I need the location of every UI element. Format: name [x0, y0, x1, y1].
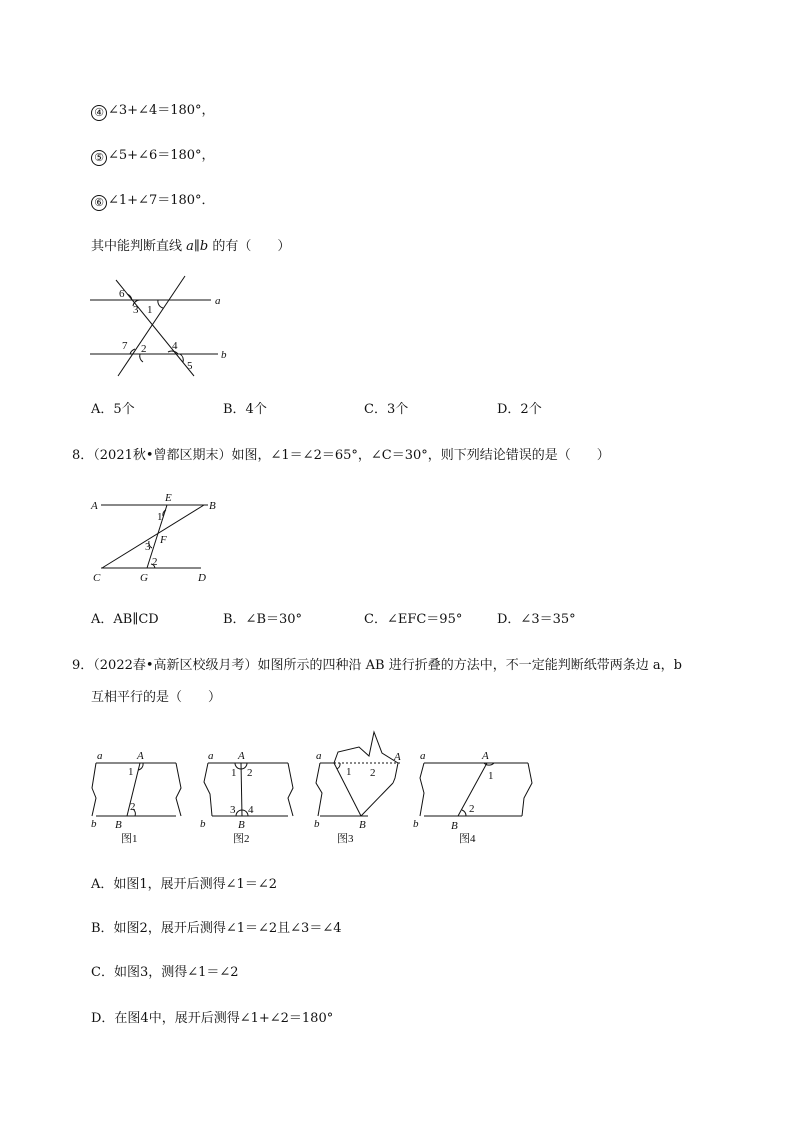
label-a: a	[316, 750, 322, 762]
label-1: 1	[147, 304, 153, 316]
q9-option-d[interactable]: D．在图4中，展开后测得∠1+∠2＝180°	[91, 1011, 334, 1026]
figure-caption: 图2	[233, 833, 250, 845]
q7-option-a[interactable]: A．5个	[91, 402, 135, 417]
condition-text: ∠5+∠6＝180°，	[108, 148, 215, 163]
label-2: 2	[469, 803, 475, 815]
label-6: 6	[119, 288, 125, 300]
q9-figure-4	[410, 748, 540, 848]
circled-number: ⑤	[91, 150, 107, 166]
label-3: 3	[133, 304, 139, 316]
label-2: 2	[141, 343, 147, 355]
label-b: b	[413, 818, 419, 830]
right-tear	[393, 763, 398, 783]
label-A: A	[137, 750, 144, 762]
label-E: E	[165, 492, 172, 504]
circled-number: ⑥	[91, 195, 107, 211]
label-G: G	[140, 572, 148, 584]
angle-arc-1	[158, 300, 163, 308]
label-B: B	[209, 500, 216, 512]
folded-flap	[334, 732, 398, 763]
label-a: a	[215, 295, 221, 307]
label-2: 2	[247, 767, 253, 779]
right-tear	[288, 763, 293, 816]
fold-line-ab	[241, 763, 242, 816]
angle-arc-2	[140, 354, 143, 362]
q8-option-a[interactable]: A．AB∥CD	[91, 612, 159, 627]
label-D: D	[198, 572, 206, 584]
label-b: b	[200, 818, 206, 830]
parallel-symbol: ∥	[193, 239, 200, 254]
label-a: a	[420, 750, 426, 762]
label-7: 7	[122, 340, 128, 352]
figure-caption: 图4	[459, 833, 476, 845]
label-C: C	[93, 572, 101, 584]
label-1: 1	[128, 766, 134, 778]
condition-text: ∠1+∠7＝180°．	[108, 193, 215, 208]
label-1: 1	[488, 770, 494, 782]
figure-caption: 图1	[121, 833, 138, 845]
label-b: b	[314, 818, 320, 830]
angle-arc-2	[462, 810, 466, 816]
q9-stem-line1: 9．（2022春•高新区校级月考）如图所示的四种沿 AB 进行折叠的方法中，不一定能判断纸带两条边 a，b	[72, 658, 682, 673]
q7-option-d[interactable]: D．2个	[497, 402, 542, 417]
label-A: A	[238, 750, 245, 762]
label-1: 1	[346, 766, 352, 778]
label-B: B	[238, 819, 245, 831]
right-tear	[176, 763, 181, 816]
label-A: A	[482, 750, 489, 762]
q8-figure	[88, 488, 228, 588]
right-tear	[522, 763, 532, 816]
q9-option-c[interactable]: C．如图3，测得∠1＝∠2	[91, 965, 239, 980]
label-B: B	[451, 820, 458, 832]
label-B: B	[359, 819, 366, 831]
q7-question-text: 其中能判断直线	[91, 239, 187, 254]
angle-arc-1	[337, 763, 340, 769]
label-4: 4	[248, 804, 254, 816]
q8-option-d[interactable]: D．∠3＝35°	[497, 612, 576, 627]
q7-option-c[interactable]: C．3个	[364, 402, 409, 417]
label-b: b	[91, 818, 97, 830]
q9-figure-1	[88, 748, 188, 848]
label-1: 1	[231, 767, 237, 779]
q7-option-b[interactable]: B．4个	[223, 402, 267, 417]
var-b: b	[199, 239, 209, 254]
left-tear	[204, 763, 212, 816]
label-3: 3	[145, 541, 151, 553]
q8-stem: 8．（2021秋•曾都区期末）如图，∠1＝∠2＝65°，∠C＝30°，则下列结论错误的是（ ）	[72, 448, 610, 463]
condition-6	[91, 192, 215, 211]
q9-option-a[interactable]: A．如图1，展开后测得∠1＝∠2	[91, 877, 277, 892]
condition-4	[91, 102, 215, 121]
label-5: 5	[187, 360, 193, 372]
q9-figure-2	[200, 748, 300, 848]
label-a: a	[97, 750, 103, 762]
label-B: B	[115, 819, 122, 831]
figure-caption: 图3	[337, 833, 354, 845]
left-tear	[420, 763, 424, 816]
q7-question	[91, 238, 290, 256]
left-tear	[92, 763, 96, 816]
label-F: F	[160, 534, 167, 546]
label-1: 1	[157, 511, 163, 523]
q8-option-c[interactable]: C．∠EFC＝95°	[364, 612, 463, 627]
q9-option-b[interactable]: B．如图2，展开后测得∠1＝∠2且∠3＝∠4	[91, 921, 342, 936]
condition-5	[91, 147, 215, 166]
label-2: 2	[152, 556, 158, 568]
transversal-2	[118, 276, 185, 376]
label-a: a	[208, 750, 214, 762]
q7-figure	[88, 270, 248, 380]
left-tear	[316, 763, 322, 816]
label-2: 2	[370, 767, 376, 779]
q7-question-tail: 的有（ ）	[208, 239, 291, 254]
fold-line-2	[361, 783, 393, 816]
label-4: 4	[172, 340, 178, 352]
label-A: A	[91, 500, 98, 512]
q9-stem-line2: 互相平行的是（ ）	[91, 690, 222, 705]
q9-figure-3	[312, 728, 412, 848]
label-A: A	[394, 751, 401, 763]
var-a: a	[186, 239, 194, 254]
label-b: b	[221, 349, 227, 361]
condition-text: ∠3+∠4＝180°，	[108, 103, 215, 118]
label-2: 2	[130, 801, 136, 813]
label-3: 3	[230, 804, 236, 816]
circled-number: ④	[91, 105, 107, 121]
q8-option-b[interactable]: B．∠B＝30°	[223, 612, 303, 627]
